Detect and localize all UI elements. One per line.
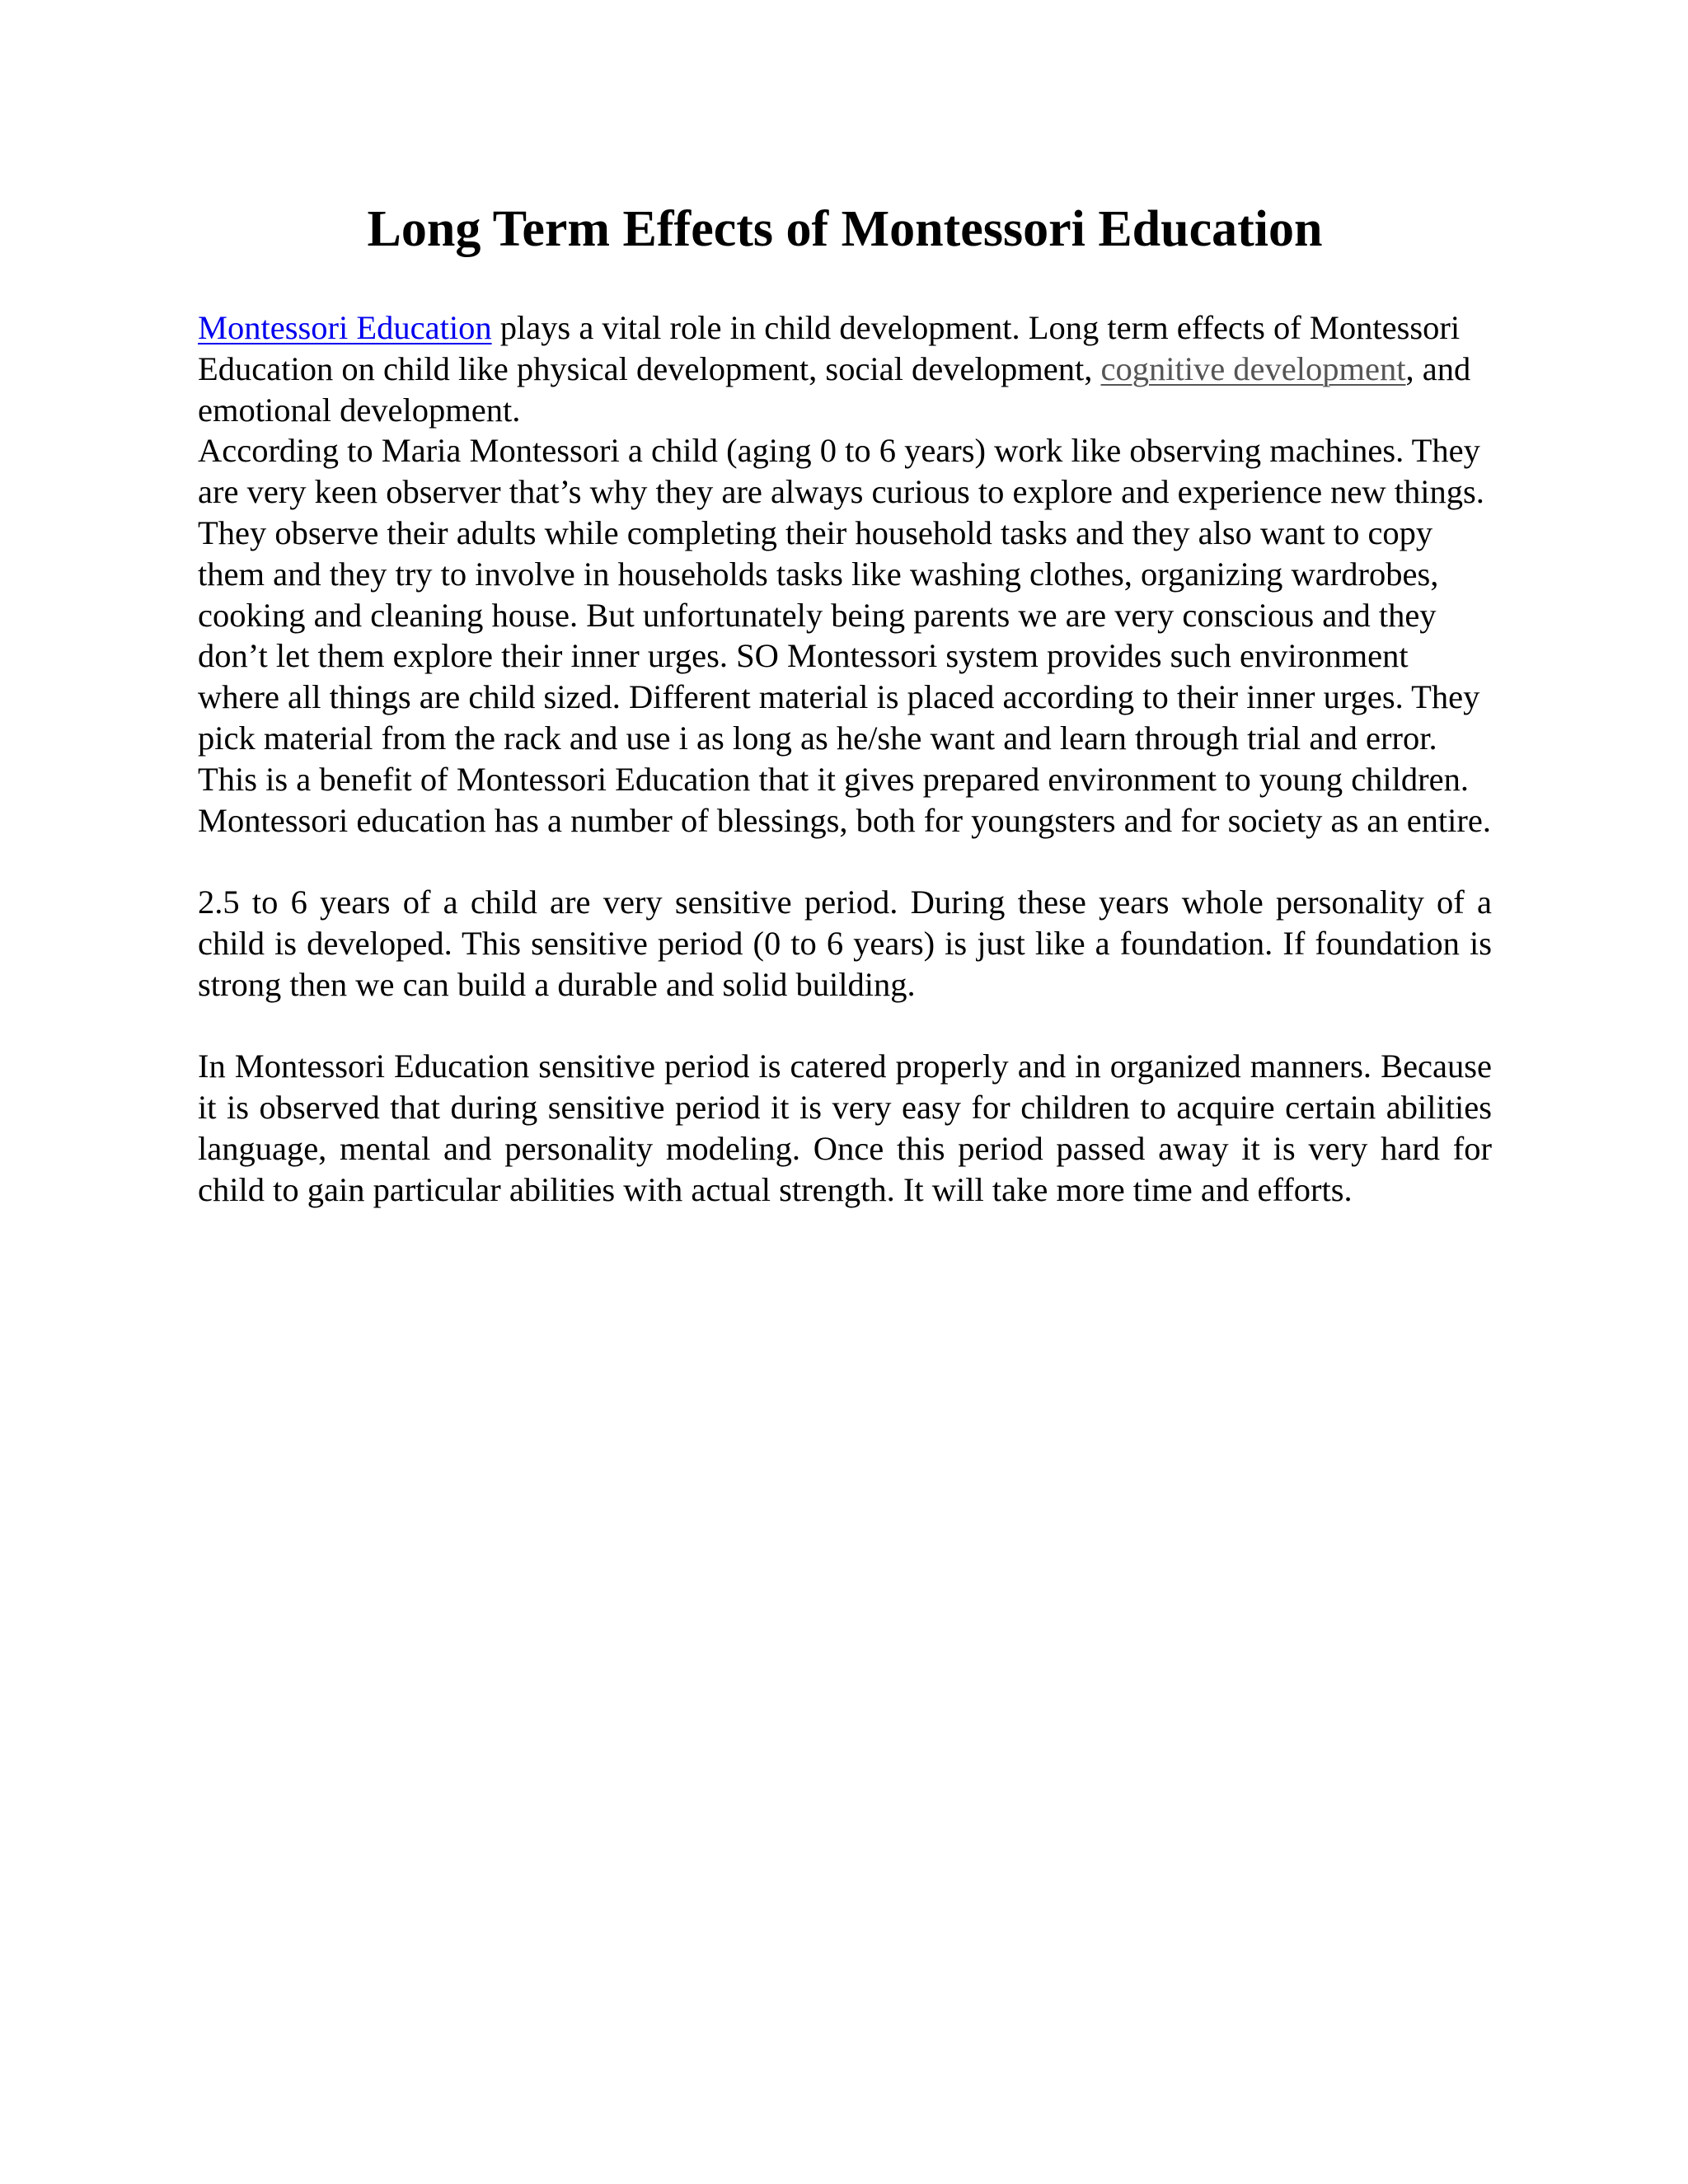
intro-paragraph — [198, 307, 1492, 430]
sensitive-period-paragraph: 2.5 to 6 years of a child are very sensitive period. During these years whole personality of a child is developed. This sensitive period (0 to 6 years) is just like a foundation. If foundation is strong then we can build a durable and solid building. — [198, 883, 1492, 1003]
cognitive-development-link[interactable]: cognitive development — [1100, 349, 1406, 387]
paragraph-spacer — [198, 841, 1492, 882]
document-body — [198, 307, 1492, 1211]
montessori-education-link[interactable]: Montessori Education — [198, 309, 492, 346]
document-title: Long Term Effects of Montessori Education — [367, 201, 1323, 257]
paragraph-spacer — [198, 1005, 1492, 1047]
maria-montessori-paragraph: According to Maria Montessori a child (aging 0 to 6 years) work like observing machines. They are very keen observer that’s why they are always curious to explore and experience new things. They observe their adults while completing their household tasks and they also want to copy them and they try to involve in households tasks like washing clothes, organizing wardrobes, cooking and cleaning house. But unfortunately being parents we are very conscious and they don’t let them explore their inner urges. SO Montessori system provides such environment where all things are child sized. Different material is placed according to their inner urges. They pick material from the rack and use i as long as he/she want and learn through trial and error. This is a benefit of Montessori Education that it gives prepared environment to young children. Montessori education has a number of blessings, both for youngsters and for society as an entire. — [198, 432, 1492, 839]
intro-text-2: , and emotional development. — [198, 349, 1471, 429]
intro-text-1: plays a vital role in child development. Long term effects of Montessori Education on child like physical development, social development, — [198, 309, 1461, 387]
montessori-sensitive-period-paragraph: In Montessori Education sensitive period is catered properly and in organized manners. Because it is observed that during sensitive period it is very easy for children to acquire certain abilities language, mental and personality modeling. Once this period passed away it is very hard for child to gain particular abilities with actual strength. It will take more time and efforts. — [198, 1047, 1492, 1208]
